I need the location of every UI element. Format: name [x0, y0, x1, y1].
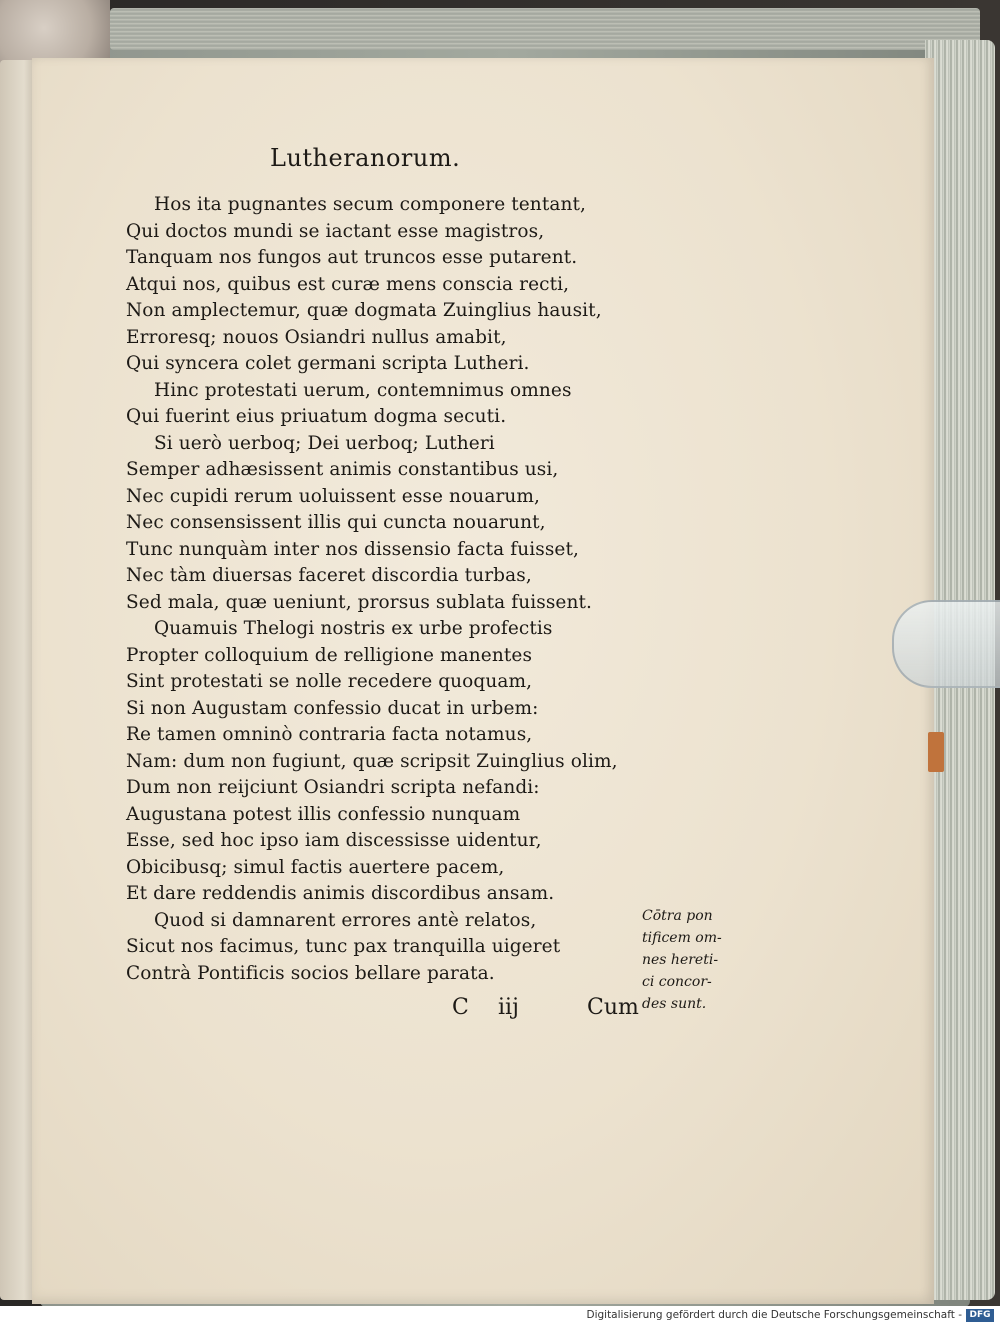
- dfg-logo[interactable]: DFG: [966, 1309, 994, 1322]
- marginal-note-line: nes hereti-: [642, 952, 719, 968]
- marginal-note: [642, 905, 742, 1015]
- verse-line: Sed mala, quæ ueniunt, prorsus sublata fuissent.: [126, 591, 593, 613]
- verse-line: Si non Augustam confessio ducat in urbem:: [126, 697, 539, 719]
- catchword: Cum: [587, 995, 639, 1020]
- verse-line: Qui syncera colet germani scripta Lutheri.: [126, 353, 530, 374]
- verse-line: Qui fuerint eius priuatum dogma secuti.: [126, 406, 507, 427]
- verse-line: Obicibusq; simul factis auertere pacem,: [126, 856, 505, 878]
- verse-line: Re tamen omninò contraria facta notamus,: [126, 724, 533, 745]
- verse-line: Quamuis Thelogi nostris ex urbe profectis: [154, 618, 553, 639]
- page-clip: [892, 600, 1000, 688]
- verse-line: Augustana potest illis confessio nunquam: [126, 803, 521, 825]
- verse-line: Atqui nos, quibus est curæ mens conscia recti,: [126, 273, 570, 295]
- marginal-note-line: Cōtra pon: [642, 908, 713, 924]
- verse-line: Semper adhæsissent animis constantibus usi,: [126, 459, 559, 480]
- verse-line: Non amplectemur, quæ dogmata Zuinglius hausit,: [126, 300, 602, 321]
- verse-line: Esse, sed hoc ipso iam discessisse uidentur,: [126, 830, 542, 851]
- verse-line: Et dare reddendis animis discordibus ansam.: [126, 883, 555, 904]
- verse-line: Tanquam nos fungos aut truncos esse putarent.: [126, 247, 578, 268]
- verse-line: Sicut nos facimus, tunc pax tranquilla uigeret: [126, 936, 561, 957]
- verse-line: Erroresq; nouos Osiandri nullus amabit,: [126, 326, 507, 348]
- verse-line: Sint protestati se nolle recedere quoquam,: [126, 671, 533, 692]
- signature-number: iij: [498, 995, 519, 1020]
- verse-line: Propter colloquium de relligione manentes: [126, 644, 533, 666]
- marginal-note-line: tificem om-: [642, 930, 722, 946]
- marginal-note-line: des sunt.: [642, 996, 707, 1012]
- verse-line: Hos ita pugnantes secum componere tentant,: [154, 194, 587, 215]
- verse-line: Qui doctos mundi se iactant esse magistros,: [126, 220, 545, 242]
- funding-credit[interactable]: Digitalisierung gefördert durch die Deutsche Forschungsgemeinschaft -: [586, 1309, 962, 1321]
- verse-line: Nec cupidi rerum uoluissent esse nouarum,: [126, 485, 541, 507]
- verse-text: [126, 192, 646, 987]
- verse-line: Hinc protestati uerum, contemnimus omnes: [154, 379, 572, 401]
- verse-line: Si uerò uerboq; Dei uerboq; Lutheri: [154, 432, 495, 454]
- verse-line: Nec consensissent illis qui cuncta nouarunt,: [126, 512, 546, 533]
- verse-line: Tunc nunquàm inter nos dissensio facta fuisset,: [126, 538, 579, 560]
- marginal-note-line: ci concor-: [642, 974, 712, 990]
- verse-line: Contrà Pontificis socios bellare parata.: [126, 962, 495, 984]
- running-head: Lutheranorum.: [270, 144, 461, 172]
- verse-line: Nam: dum non fugiunt, quæ scripsit Zuinglius olim,: [126, 750, 618, 772]
- bookmark-tab: [928, 732, 944, 772]
- verse-line: Quod si damnarent errores antè relatos,: [154, 909, 537, 931]
- verse-line: Dum non reijciunt Osiandri scripta nefandi:: [126, 777, 540, 798]
- verse-line: Nec tàm diuersas faceret discordia turbas,: [126, 565, 532, 586]
- page-edges-top: [110, 8, 980, 50]
- signature-mark: C: [452, 995, 469, 1020]
